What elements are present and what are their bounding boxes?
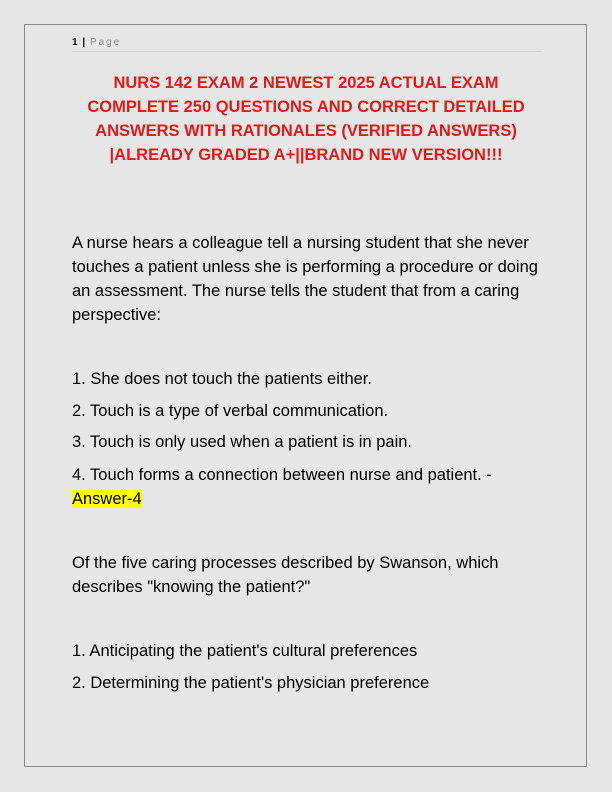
question-1-option-2: 2. Touch is a type of verbal communication.	[72, 402, 389, 420]
question-1-answer: Answer-4	[72, 490, 142, 508]
page-number: 1	[72, 37, 78, 48]
question-2-stem: Of the five caring processes described by Swanson, which describes "knowing the patient?"	[72, 554, 499, 596]
question-1-option-4	[72, 463, 542, 511]
question-1-option-4-text: 4. Touch forms a connection between nurse and patient. -	[72, 466, 492, 484]
question-2-option-2: 2. Determining the patient's physician preference	[72, 674, 430, 692]
page-header	[72, 36, 542, 52]
question-1-option-1: 1. She does not touch the patients either.	[72, 370, 372, 388]
question-2-option-1: 1. Anticipating the patient's cultural preferences	[72, 642, 418, 660]
page-label: Page	[89, 37, 122, 48]
document-title: NURS 142 EXAM 2 NEWEST 2025 ACTUAL EXAM COMPLETE 250 QUESTIONS AND CORRECT DETAILED ANSWERS WITH RATIONALES (VERIFIED ANSWERS) |ALREADY GRADED A+||BRAND NEW VERSION!!!	[87, 74, 525, 164]
question-1-option-3: 3. Touch is only used when a patient is in pain.	[72, 433, 412, 451]
page-separator: |	[82, 37, 86, 48]
question-1-stem: A nurse hears a colleague tell a nursing student that she never touches a patient unless she is performing a procedure or doing an assessment. The nurse tells the student that from a caring perspective:	[72, 234, 538, 324]
